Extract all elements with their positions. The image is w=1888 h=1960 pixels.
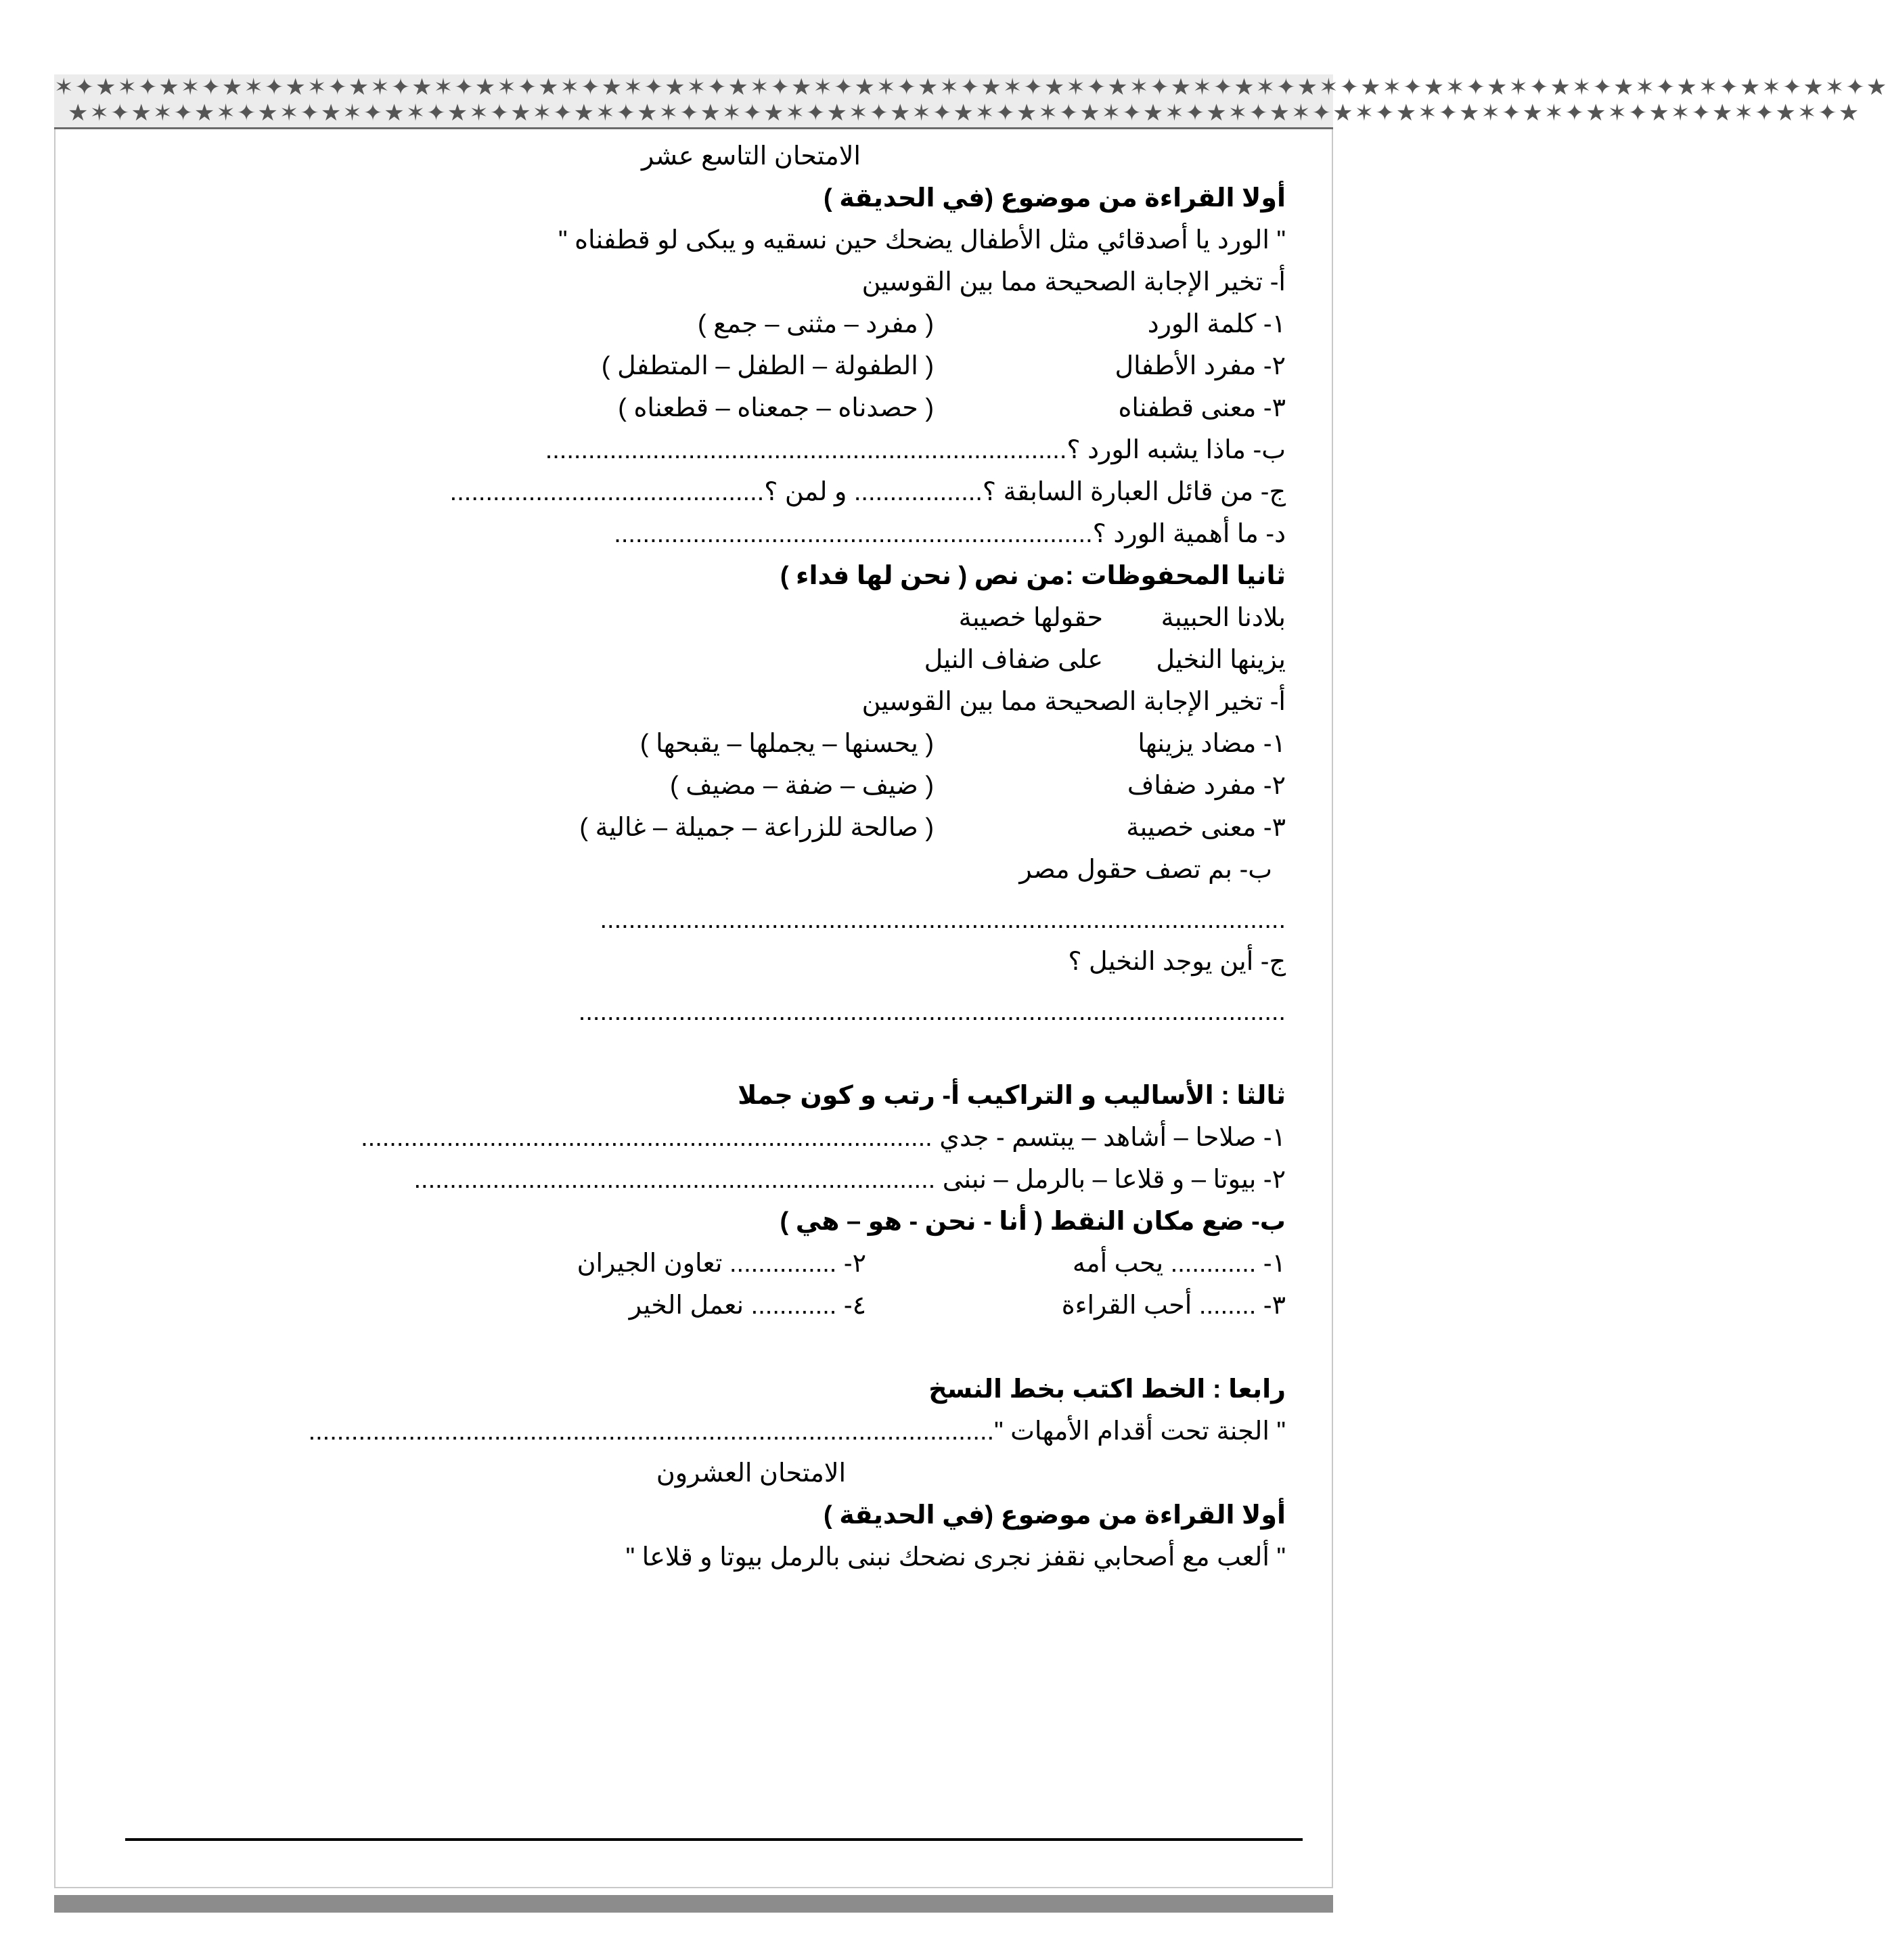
memorized-item-question: ٣- معنى خصيبة (1126, 814, 1286, 842)
star-border-row: ✶✦★✶✦★✶✦★✶✦★✶✦★✶✦★✶✦★✶✦★✶✦★✶✦★✶✦★✶✦★✶✦★✶✦★✶✦★✶✦★✶✦★✶✦★✶✦★✶✦★✶✦★✶✦★✶✦★✶✦★✶✦★✶✦★✶✦★✶✦★✶✦★ (54, 74, 1888, 101)
grammar-heading: ثالثا : الأساليب و التراكيب أ- رتب و كون جملا (738, 1082, 1286, 1110)
memorized-item-options: ( يحسنها – يجملها – يقبحها ) (639, 730, 934, 758)
memorized-item (81, 807, 1286, 849)
verse-hemistich: حقولها خصيبة (958, 604, 1103, 632)
memorized-item (81, 765, 1286, 807)
reading-item-question: ١- كلمة الورد (1147, 310, 1286, 338)
verse-hemistich: يزينها النخيل (1156, 646, 1286, 674)
bottom-border-band (54, 1895, 1333, 1913)
bottom-rule (125, 1838, 1303, 1841)
memorized-item-options: ( ضيف – ضفة – مضيف ) (670, 772, 934, 800)
spacer (81, 1033, 1286, 1075)
memorized-item (81, 723, 1286, 765)
fill-blanks-row (81, 1285, 1286, 1327)
reading-question-b: ب- ماذا يشبه الورد ؟......................................................................... (545, 436, 1286, 464)
star-border-band (54, 74, 1888, 129)
fill-blank-item: ١- ............ يحب أمه (1072, 1249, 1286, 1278)
fill-blank-item: ٤- ............ نعمل الخير (629, 1291, 866, 1320)
fill-blanks-heading: ب- ضع مكان النقط ( أنا - نحن - هو – هي ) (780, 1207, 1286, 1236)
answer-dots: ................................................................................................... (578, 998, 1286, 1026)
answer-dots: ................................................................................................ (600, 906, 1286, 934)
verse-hemistich: على ضفاف النيل (924, 646, 1103, 674)
verse-line (81, 639, 1286, 681)
memorized-question-c: ج- أين يوجد النخيل ؟ (1068, 948, 1286, 976)
star-border-row: ★✶✦★✶✦★✶✦★✶✦★✶✦★✶✦★✶✦★✶✦★✶✦★✶✦★✶✦★✶✦★✶✦★✶✦★✶✦★✶✦★✶✦★✶✦★✶✦★✶✦★✶✦★✶✦★✶✦★✶✦★✶✦★✶✦★✶✦★✶✦★ (68, 99, 1861, 127)
fill-blank-item: ٢- ............... تعاون الجيران (577, 1249, 866, 1278)
exam20-title: الامتحان العشرون (656, 1459, 847, 1488)
grammar-item: ٢- بيوتا – و قلاعا – بالرمل – نبنى ......................................................................... (413, 1165, 1286, 1194)
reading-question-c: ج- من قائل العبارة السابقة ؟.................. و لمن ؟............................................ (449, 478, 1286, 506)
memorized-item-options: ( صالحة للزراعة – جميلة – غالية ) (579, 814, 934, 842)
reading-passage: " الورد يا أصدقائي مثل الأطفال يضحك حين نسقيه و يبكى لو قطفناه " (558, 226, 1286, 254)
verse-hemistich: بلادنا الحبيبة (1161, 604, 1286, 632)
reading-instruction: أ- تخير الإجابة الصحيحة مما بين القوسين (861, 268, 1286, 296)
memorized-heading: ثانيا المحفوظات :من نص ( نحن لها فداء ) (780, 562, 1286, 590)
verse-line (81, 597, 1286, 639)
fill-blank-item: ٣- ........ أحب القراءة (1061, 1291, 1286, 1320)
reading-item-options: ( حصدناه – جمعناه – قطعناه ) (618, 394, 934, 422)
spacer (81, 1327, 1286, 1368)
reading-question-d: د- ما أهمية الورد ؟................................................................... (614, 520, 1286, 548)
memorized-question-b: ب- بم تصف حقول مصر (1019, 855, 1272, 884)
reading-heading: أولا القراءة من موضوع (في الحديقة ) (824, 184, 1286, 213)
reading-item (81, 345, 1286, 387)
handwriting-line: " الجنة تحت أقدام الأمهات "................................................................................................ (308, 1417, 1286, 1446)
reading-item (81, 303, 1286, 345)
reading-item-question: ٢- مفرد الأطفال (1115, 352, 1286, 380)
reading-item (81, 387, 1286, 429)
handwriting-heading: رابعا : الخط اكتب بخط النسخ (928, 1375, 1286, 1404)
exam19-title: الامتحان التاسع عشر (642, 142, 861, 171)
exam-document (81, 135, 1286, 1578)
memorized-item-question: ٢- مفرد ضفاف (1127, 772, 1286, 800)
reading-item-question: ٣- معنى قطفناه (1118, 394, 1286, 422)
memorized-item-question: ١- مضاد يزينها (1138, 730, 1286, 758)
reading-item-options: ( مفرد – مثنى – جمع ) (697, 310, 934, 338)
memorized-instruction: أ- تخير الإجابة الصحيحة مما بين القوسين (861, 688, 1286, 716)
fill-blanks-row (81, 1243, 1286, 1285)
reading-item-options: ( الطفولة – الطفل – المتطفل ) (601, 352, 934, 380)
grammar-item: ١- صلاحا – أشاهد – يبتسم - جدي ................................................................................ (361, 1123, 1286, 1152)
exam20-reading-heading: أولا القراءة من موضوع (في الحديقة ) (824, 1501, 1286, 1530)
exam20-reading-passage: " ألعب مع أصحابي نقفز نجرى نضحك نبنى بالرمل بيوتا و قلاعا " (625, 1543, 1286, 1572)
